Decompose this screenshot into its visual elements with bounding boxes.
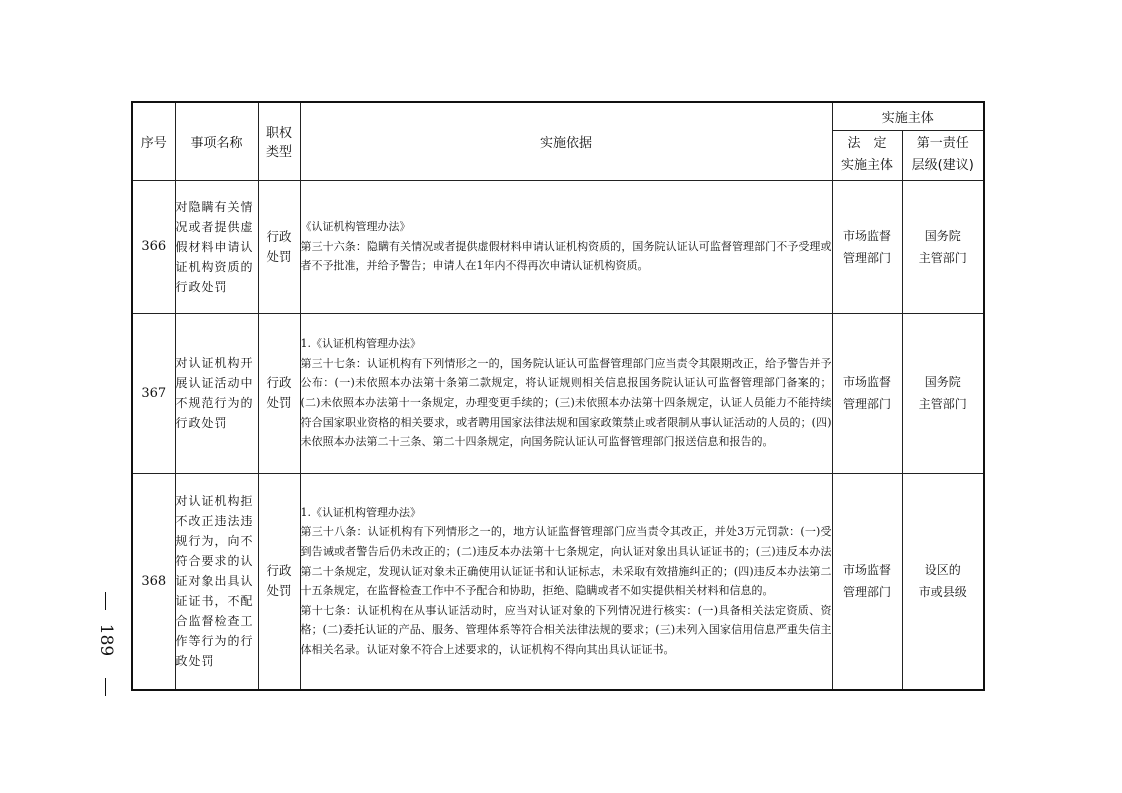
page-number [86,590,126,700]
header-type: 职权 类型 [258,102,300,180]
basis-paragraph: 1.《认证机构管理办法》 [300,337,421,351]
power-type: 行政 处罚 [258,180,300,313]
power-type: 行政 处罚 [258,473,300,690]
responsibility-level: 设区的 市或县级 [902,473,984,690]
basis-paragraph: 第三十六条：隐瞒有关情况或者提供虚假材料申请认证机构资质的，国务院认证认可监督管理部门不予受理或者不予批准，并给予警告；申请人在1年内不得再次申请认证机构资质。 [300,239,832,273]
basis-text [300,313,832,473]
item-name: 对认证机构拒不改正违法违规行为，向不符合要求的认证对象出具认证证书，不配合监督检查工作等行为的行政处罚 [175,494,254,669]
row-number: 366 [132,180,175,313]
header-legal-subject: 法 定 实施主体 [832,130,902,180]
legal-subject: 市场监督 管理部门 [832,180,902,313]
table-row [132,473,984,690]
basis-paragraph: 第三十八条：认证机构有下列情形之一的，地方认证监督管理部门应当责令其改正，并处3万元罚款：(一)受到告诫或者警告后仍未改正的；(二)违反本办法第十七条规定，向认证对象出具认证证书的；(三)违反本办法第二十条规定，发现认证对象未正确使用认证证书和认证标志，未采取有效措施纠正的；(四)违反本办法第二十五条规定，在监督检查工作中不予配合和协助，拒绝、隐瞒或者不如实提供相关材料和信息的。 [300,525,832,598]
power-type: 行政 处罚 [258,313,300,473]
table-row [132,313,984,473]
basis-paragraph: 《认证机构管理办法》 [300,220,411,234]
header-responsibility-level: 第一责任 层级(建议) [902,130,984,180]
row-number: 368 [132,473,175,690]
legal-subject: 市场监督 管理部门 [832,473,902,690]
responsibility-level: 国务院 主管部门 [902,313,984,473]
basis-paragraph: 第三十七条：认证机构有下列情形之一的，国务院认证认可监督管理部门应当责令其限期改正，给予警告并予公布：(一)未依照本办法第十条第二款规定，将认证规则相关信息报国务院认证认可监督管理部门备案的；(二)未依照本办法第十一条规定，办理变更手续的；(三)未依照本办法第十四条规定，认证人员能力不能持续符合国家职业资格的相关要求，或者聘用国家法律法规和国家政策禁止或者限制从事认证活动的人员的；(四)未依照本办法第二十三条、第二十四条规定，向国务院认证认可监督管理部门报送信息和报告的。 [300,356,832,449]
page-number-dash-top [105,592,106,610]
basis-text [300,473,832,690]
header-name: 事项名称 [175,102,258,180]
row-number: 367 [132,313,175,473]
table-row [132,180,984,313]
header-subject: 实施主体 [832,102,984,130]
page-number-dash-bottom [105,678,106,696]
page-number-text: 189 [96,623,116,657]
header-seq: 序号 [132,102,175,180]
basis-paragraph: 1.《认证机构管理办法》 [300,505,421,519]
basis-paragraph: 第十七条：认证机构在从事认证活动时，应当对认证对象的下列情况进行核实：(一)具备相关法定资质、资格；(二)委托认证的产品、服务、管理体系等符合相关法律法规的要求；(三)未列入国家信用信息严重失信主体相关名录。认证对象不符合上述要求的，认证机构不得向其出具认证证书。 [300,603,832,657]
items-table [131,101,985,691]
basis-text [300,180,832,313]
responsibility-level: 国务院 主管部门 [902,180,984,313]
header-basis: 实施依据 [300,102,832,180]
item-name: 对认证机构开展认证活动中不规范行为的行政处罚 [175,356,254,430]
legal-subject: 市场监督 管理部门 [832,313,902,473]
item-name: 对隐瞒有关情况或者提供虚假材料申请认证机构资质的行政处罚 [175,199,254,294]
